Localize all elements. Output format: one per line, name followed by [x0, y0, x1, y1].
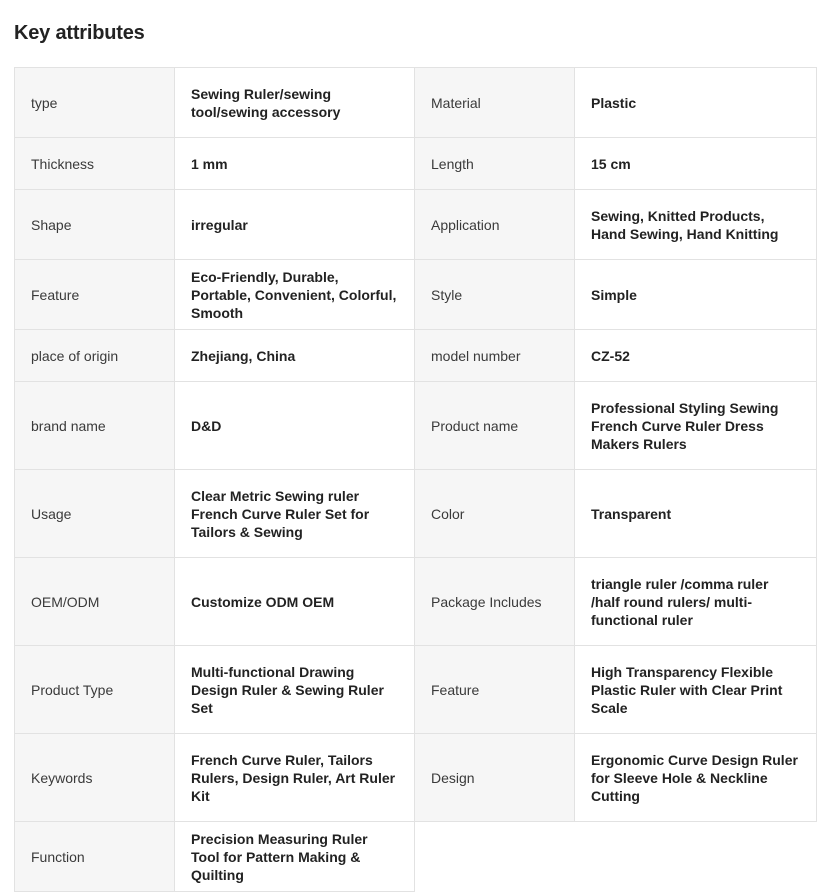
attribute-label: Shape — [15, 190, 175, 260]
table-row — [15, 646, 817, 734]
attribute-label: Keywords — [15, 734, 175, 822]
attribute-value: High Transparency Flexible Plastic Ruler with Clear Print Scale — [575, 646, 817, 734]
attribute-label: Length — [415, 138, 575, 190]
table-row — [15, 558, 817, 646]
attribute-label: Feature — [15, 260, 175, 330]
section-title: Key attributes — [14, 22, 145, 44]
attribute-value: Simple — [575, 260, 817, 330]
attribute-label: OEM/ODM — [15, 558, 175, 646]
table-row — [15, 190, 817, 260]
attribute-value: Precision Measuring Ruler Tool for Pattern Making & Quilting — [175, 822, 415, 892]
attribute-value: Professional Styling Sewing French Curve Ruler Dress Makers Rulers — [575, 382, 817, 470]
table-row — [15, 470, 817, 558]
attribute-label: Application — [415, 190, 575, 260]
table-row — [15, 734, 817, 822]
attribute-value: triangle ruler /comma ruler /half round rulers/ multi-functional ruler — [575, 558, 817, 646]
attribute-label: Function — [15, 822, 175, 892]
table-row — [15, 822, 817, 892]
attribute-value: Multi-functional Drawing Design Ruler & Sewing Ruler Set — [175, 646, 415, 734]
attribute-value: 15 cm — [575, 138, 817, 190]
attribute-label: place of origin — [15, 330, 175, 382]
attribute-label: Design — [415, 734, 575, 822]
attribute-label: Product name — [415, 382, 575, 470]
empty-cell — [415, 822, 817, 892]
attribute-value: CZ-52 — [575, 330, 817, 382]
attribute-value: 1 mm — [175, 138, 415, 190]
attribute-value: Sewing, Knitted Products, Hand Sewing, Hand Knitting — [575, 190, 817, 260]
attribute-value: Customize ODM OEM — [175, 558, 415, 646]
attribute-label: Thickness — [15, 138, 175, 190]
attribute-value: Eco-Friendly, Durable, Portable, Convenient, Colorful, Smooth — [175, 260, 415, 330]
attribute-label: brand name — [15, 382, 175, 470]
table-row — [15, 138, 817, 190]
attribute-value: Plastic — [575, 68, 817, 138]
attribute-label: Feature — [415, 646, 575, 734]
table-row — [15, 382, 817, 470]
attribute-label: type — [15, 68, 175, 138]
attribute-value: Clear Metric Sewing ruler French Curve Ruler Set for Tailors & Sewing — [175, 470, 415, 558]
attribute-label: model number — [415, 330, 575, 382]
attribute-value: Transparent — [575, 470, 817, 558]
table-row — [15, 330, 817, 382]
attribute-label: Material — [415, 68, 575, 138]
attribute-label: Style — [415, 260, 575, 330]
attribute-label: Color — [415, 470, 575, 558]
attribute-value: Ergonomic Curve Design Ruler for Sleeve Hole & Neckline Cutting — [575, 734, 817, 822]
attribute-label: Package Includes — [415, 558, 575, 646]
key-attributes-table — [14, 67, 817, 892]
attribute-value: Sewing Ruler/sewing tool/sewing accessory — [175, 68, 415, 138]
attribute-label: Product Type — [15, 646, 175, 734]
attribute-label: Usage — [15, 470, 175, 558]
table-row — [15, 68, 817, 138]
attribute-value: D&D — [175, 382, 415, 470]
attribute-value: French Curve Ruler, Tailors Rulers, Design Ruler, Art Ruler Kit — [175, 734, 415, 822]
attribute-value: irregular — [175, 190, 415, 260]
table-row — [15, 260, 817, 330]
attribute-value: Zhejiang, China — [175, 330, 415, 382]
